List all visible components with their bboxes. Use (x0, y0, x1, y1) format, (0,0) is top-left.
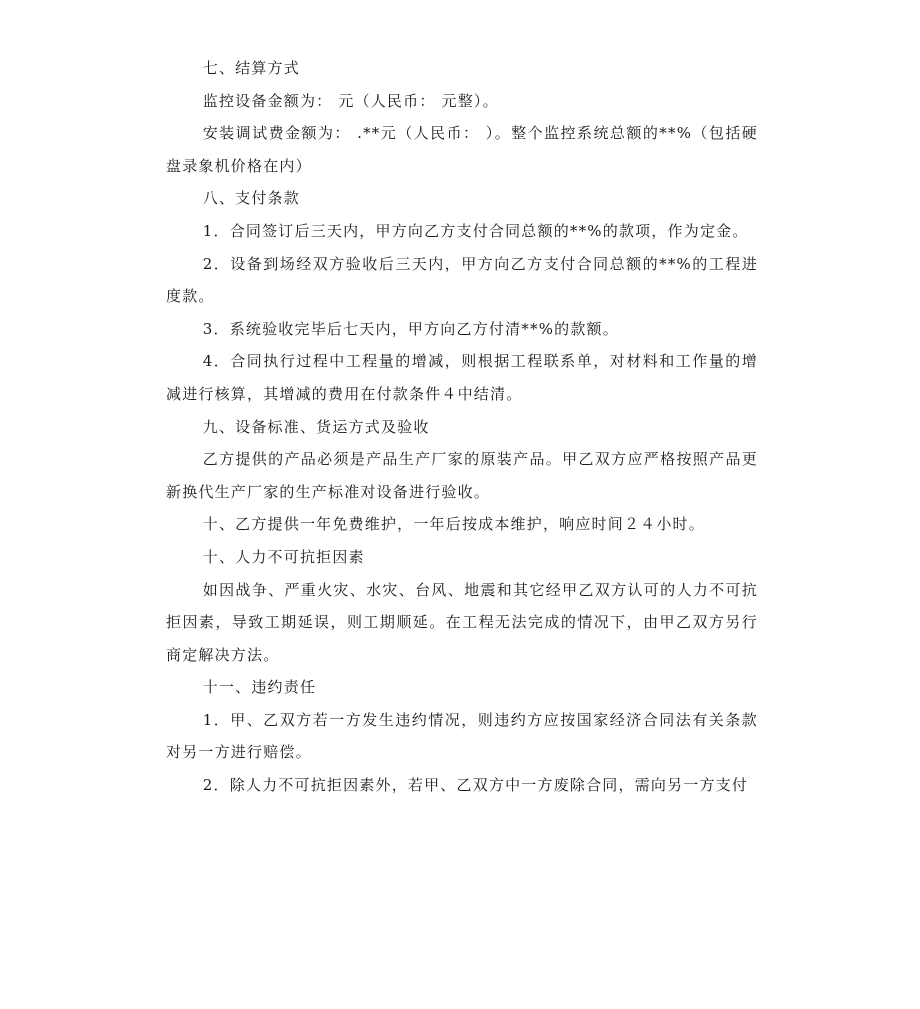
installation-fee-amount: 安装调试费金额为： .**元（人民币： ）。整个监控系统总额的**%（包括硬盘录象机价格在内） (166, 124, 758, 175)
payment-term-1: 1．合同签订后三天内，甲方向乙方支付合同总额的**%的款项，作为定金。 (202, 221, 749, 240)
heading-breach-liability: 十一、违约责任 (202, 678, 317, 697)
heading-force-majeure: 十、人力不可抗拒因素 (202, 547, 365, 566)
heading-equipment-standard: 九、设备标准、货运方式及验收 (202, 417, 430, 436)
force-majeure-body: 如因战争、严重火灾、水灾、台风、地震和其它经甲乙双方认可的人力不可抗拒因素，导致工期延误，则工期顺延。在工程无法完成的情况下，由甲乙双方另行商定解决方法。 (166, 580, 758, 664)
payment-term-4: 4．合同执行过程中工程量的增减，则根据工程联系单，对材料和工作量的增减进行核算，其增减的费用在付款条件４中结清。 (166, 352, 758, 403)
payment-term-3: 3．系统验收完毕后七天内，甲方向乙方付清**%的款额。 (202, 319, 619, 338)
breach-term-1: 1．甲、乙双方若一方发生违约情况，则违约方应按国家经济合同法有关条款对另一方进行赔偿。 (166, 710, 758, 762)
monitoring-equipment-amount: 监控设备金额为： 元（人民币： 元整）。 (202, 91, 499, 110)
equipment-standard-body: 乙方提供的产品必须是产品生产厂家的原装产品。甲乙双方应严格按照产品更新换代生产厂家的生产标准对设备进行验收。 (166, 450, 758, 501)
document-page (166, 52, 758, 802)
breach-term-2: 2．除人力不可抗拒因素外，若甲、乙双方中一方废除合同，需向另一方支付 (202, 776, 749, 795)
heading-payment-terms: 八、支付条款 (202, 189, 300, 208)
heading-settlement: 七、结算方式 (202, 59, 300, 77)
payment-term-2: 2．设备到场经双方验收后三天内，甲方向乙方支付合同总额的**%的工程进度款。 (166, 254, 758, 306)
maintenance-clause: 十、乙方提供一年免费维护，一年后按成本维护，响应时间２４小时。 (202, 515, 705, 534)
